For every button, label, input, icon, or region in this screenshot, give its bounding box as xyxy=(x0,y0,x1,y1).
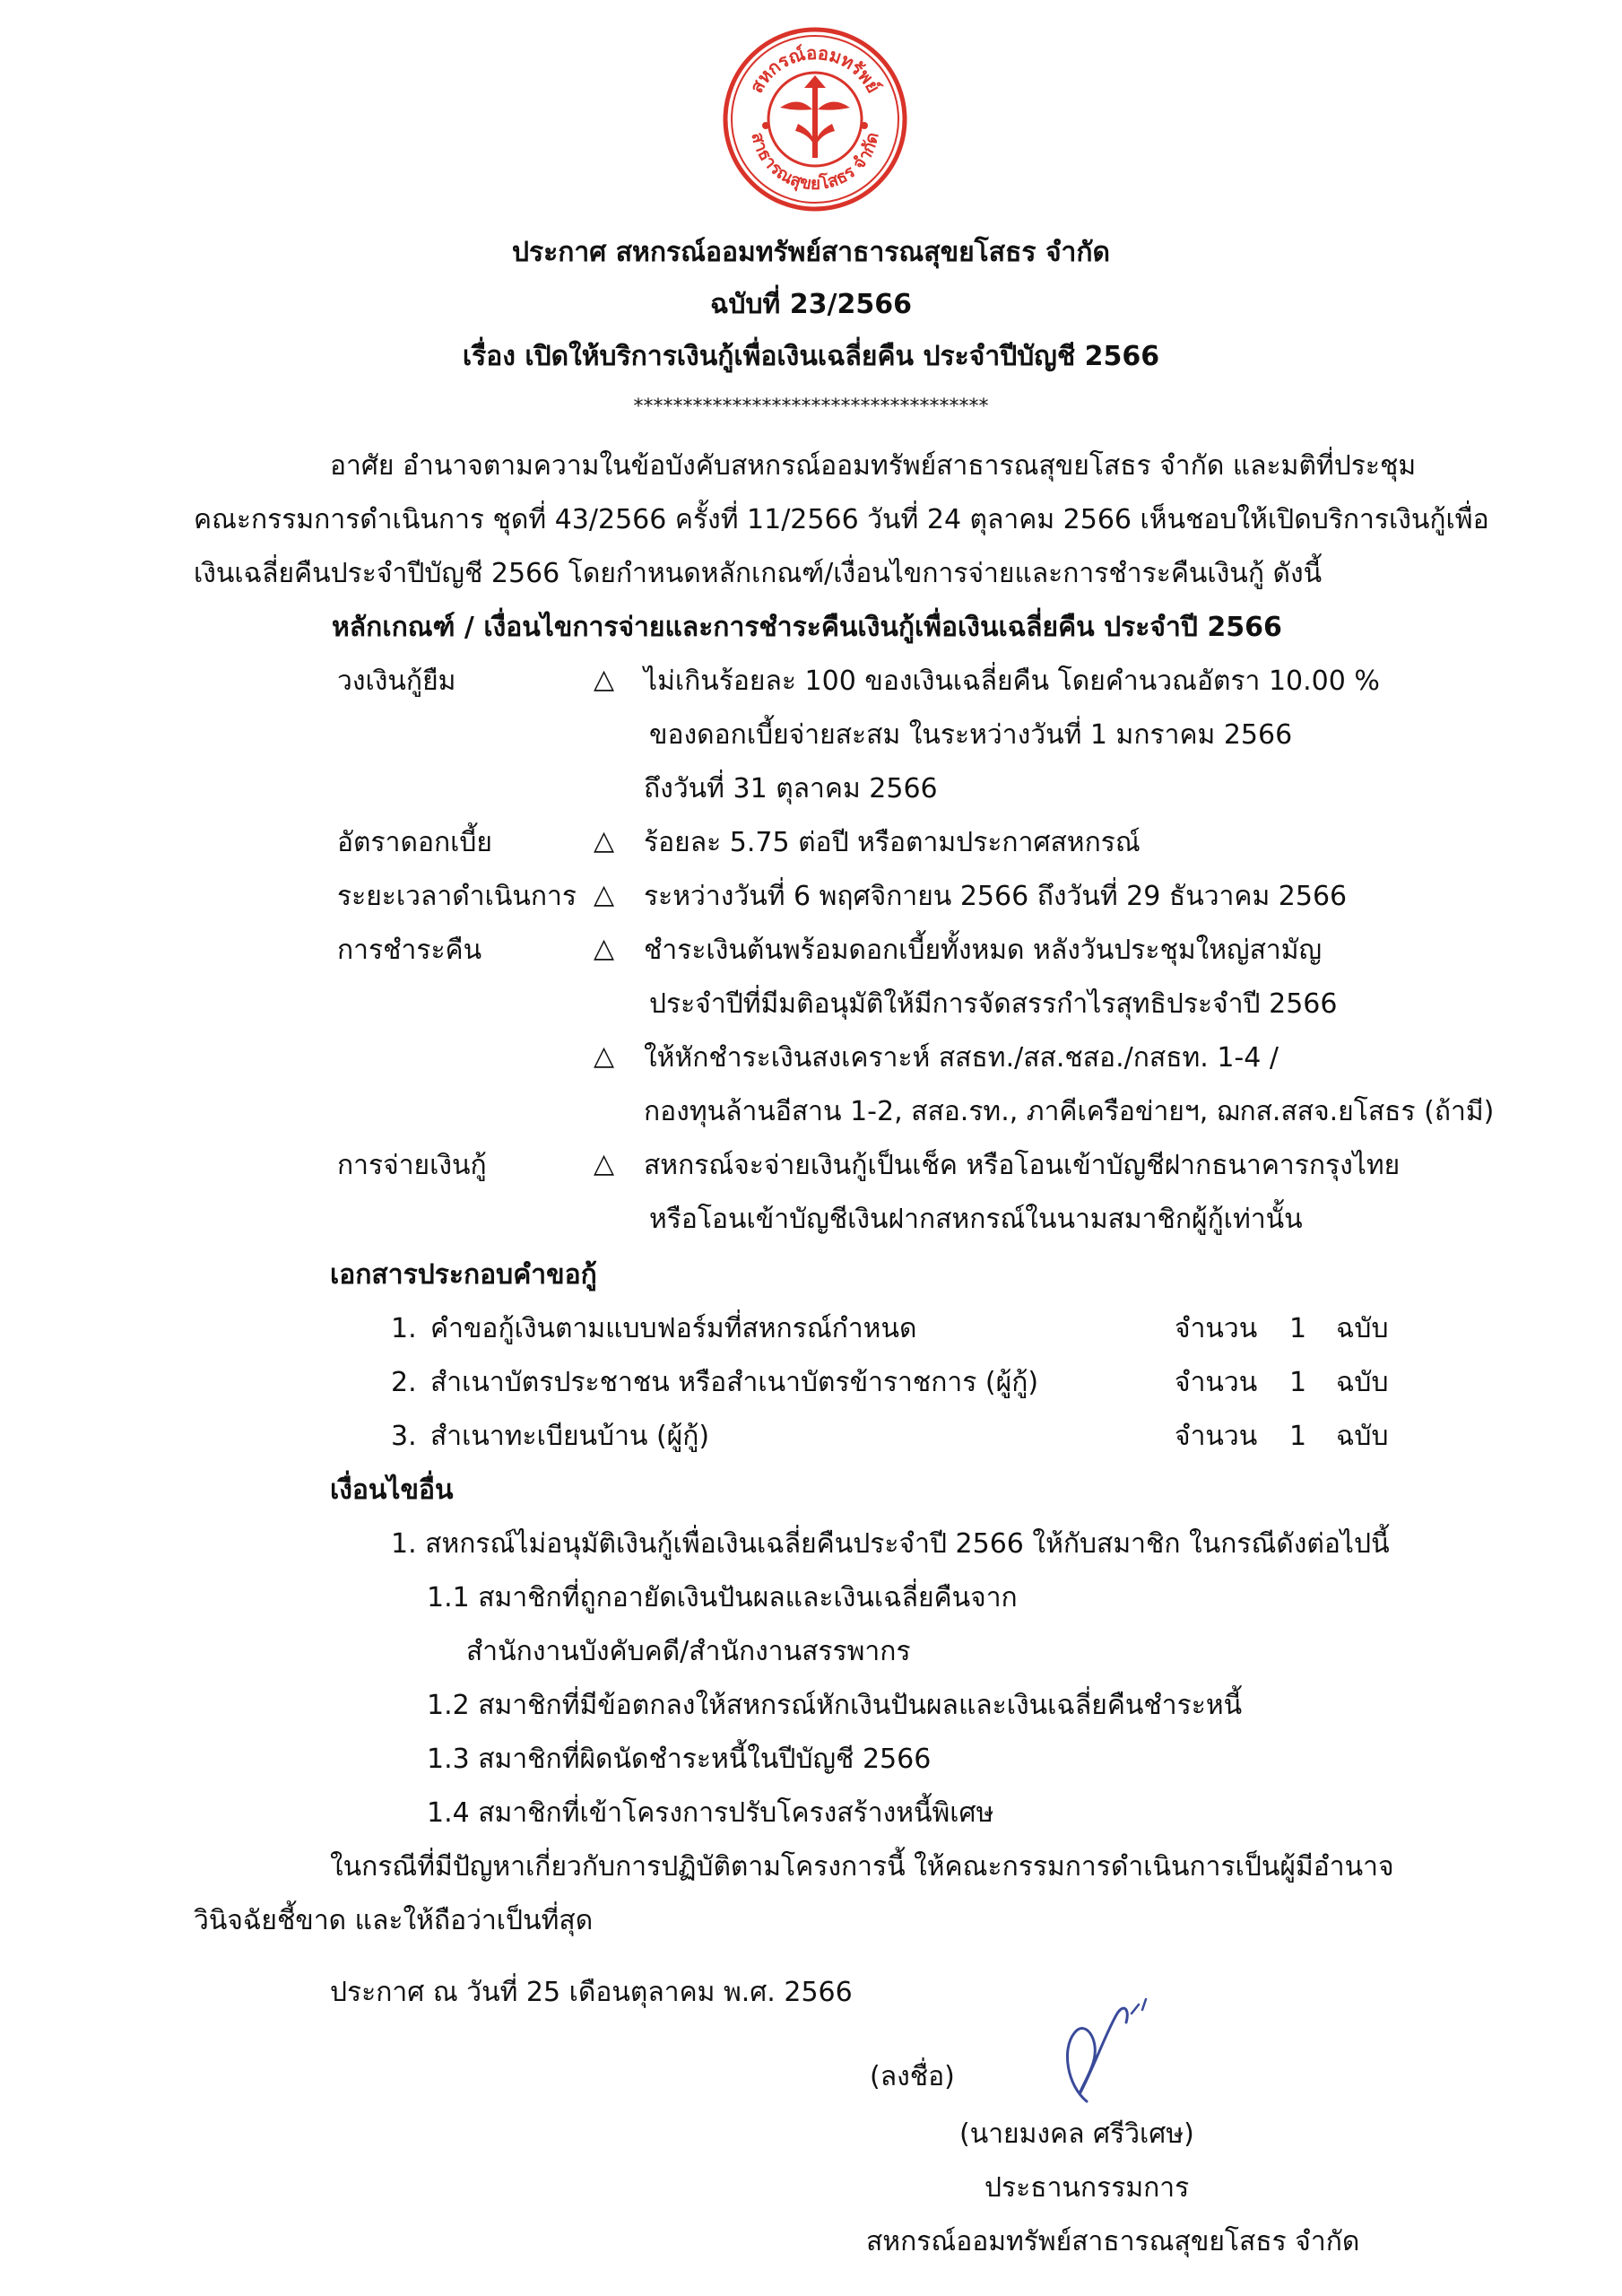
cooperative-seal-logo xyxy=(721,25,909,213)
condition-1-3: 1.3 สมาชิกที่ผิดนัดชำระหนี้ในปีบัญชี 2566 xyxy=(427,1744,932,1775)
triangle-bullet-icon: △ xyxy=(594,664,615,695)
document-item-number: 1. xyxy=(391,1313,417,1344)
period-label: ระยะเวลาดำเนินการ xyxy=(337,881,577,912)
triangle-bullet-icon: △ xyxy=(594,1040,615,1072)
conditions-title: เงื่อนไขอื่น xyxy=(330,1474,454,1506)
document-qty-label: จำนวน xyxy=(1175,1367,1258,1398)
closing-line-1: ในกรณีที่มีปัญหาเกี่ยวกับการปฏิบัติตามโครงการนี้ ให้คณะกรรมการดำเนินการเป็นผู้มีอำนาจ xyxy=(330,1851,1394,1883)
intro-line-1: อาศัย อำนาจตามความในข้อบังคับสหกรณ์ออมทรัพย์สาธารณสุขยโสธร จำกัด และมติที่ประชุม xyxy=(330,450,1417,482)
triangle-bullet-icon: △ xyxy=(594,933,615,964)
document-item-text: คำขอกู้เงินตามแบบฟอร์มที่สหกรณ์กำหนด xyxy=(430,1313,917,1344)
repayment-line-4: กองทุนล้านอีสาน 1-2, สสอ.รท., ภาคีเครือข่ายฯ, ฌกส.สสจ.ยโสธร (ถ้ามี) xyxy=(644,1096,1495,1127)
document-qty-label: จำนวน xyxy=(1175,1421,1258,1452)
document-unit: ฉบับ xyxy=(1336,1313,1389,1344)
repayment-line-1: ชำระเงินต้นพร้อมดอกเบี้ยทั้งหมด หลังวันประชุมใหญ่สามัญ xyxy=(644,935,1323,966)
loan-limit-line-1: ไม่เกินร้อยละ 100 ของเงินเฉลี่ยคืน โดยคำนวณอัตรา 10.00 % xyxy=(644,665,1380,697)
signatory-position: ประธานกรรมการ xyxy=(984,2172,1190,2204)
document-qty: 1 xyxy=(1289,1421,1307,1452)
period-value: ระหว่างวันที่ 6 พฤศจิกายน 2566 ถึงวันที่ 29 ธันวาคม 2566 xyxy=(644,881,1348,912)
document-qty: 1 xyxy=(1289,1367,1307,1398)
announcement-number: ฉบับที่ 23/2566 xyxy=(710,289,912,320)
disbursement-label: การจ่ายเงินกู้ xyxy=(337,1150,487,1181)
disbursement-line-2: หรือโอนเข้าบัญชีเงินฝากสหกรณ์ในนามสมาชิกผู้กู้เท่านั้น xyxy=(649,1204,1303,1235)
announcement-date: ประกาศ ณ วันที่ 25 เดือนตุลาคม พ.ศ. 2566 xyxy=(330,1977,853,2008)
signed-label: (ลงชื่อ) xyxy=(870,2061,955,2092)
documents-title: เอกสารประกอบคำขอกู้ xyxy=(330,1259,597,1291)
interest-rate-label: อัตราดอกเบี้ย xyxy=(337,827,492,858)
stars-divider: ************************************ xyxy=(633,396,989,418)
closing-line-2: วินิจฉัยชี้ขาด และให้ถือว่าเป็นที่สุด xyxy=(194,1905,594,1936)
interest-rate-value: ร้อยละ 5.75 ต่อปี หรือตามประกาศสหกรณ์ xyxy=(644,827,1141,858)
document-qty: 1 xyxy=(1289,1313,1307,1344)
triangle-bullet-icon: △ xyxy=(594,1148,615,1179)
triangle-bullet-icon: △ xyxy=(594,879,615,910)
announcement-subject: เรื่อง เปิดให้บริการเงินกู้เพื่อเงินเฉลี่ยคืน ประจำปีบัญชี 2566 xyxy=(462,341,1160,372)
condition-1-2: 1.2 สมาชิกที่มีข้อตกลงให้สหกรณ์หักเงินปันผลและเงินเฉลี่ยคืนชำระหนี้ xyxy=(427,1690,1243,1721)
loan-limit-label: วงเงินกู้ยืม xyxy=(337,665,456,697)
loan-limit-line-3: ถึงวันที่ 31 ตุลาคม 2566 xyxy=(644,773,938,804)
handwritten-signature xyxy=(1031,1987,1166,2112)
condition-1-1: 1.1 สมาชิกที่ถูกอายัดเงินปันผลและเงินเฉลี่ยคืนจาก xyxy=(427,1582,1018,1613)
repayment-line-2: ประจำปีที่มีมติอนุมัติให้มีการจัดสรรกำไรสุทธิประจำปี 2566 xyxy=(649,988,1338,1020)
document-unit: ฉบับ xyxy=(1336,1367,1389,1398)
svg-text:สาธารณสุขยโสธร จำกัด: สาธารณสุขยโสธร จำกัด xyxy=(747,130,883,195)
document-item-number: 3. xyxy=(391,1421,417,1452)
triangle-bullet-icon: △ xyxy=(594,825,615,857)
repayment-line-3: ให้หักชำระเงินสงเคราะห์ สสธท./สส.ชสอ./กสธท. 1-4 / xyxy=(644,1042,1279,1074)
signatory-organization: สหกรณ์ออมทรัพย์สาธารณสุขยโสธร จำกัด xyxy=(866,2226,1360,2257)
condition-1-4: 1.4 สมาชิกที่เข้าโครงการปรับโครงสร้างหนี้พิเศษ xyxy=(427,1797,994,1829)
repayment-label: การชำระคืน xyxy=(337,935,482,966)
announcement-title: ประกาศ สหกรณ์ออมทรัพย์สาธารณสุขยโสธร จำกัด xyxy=(511,237,1111,268)
document-item-number: 2. xyxy=(391,1367,417,1398)
document-unit: ฉบับ xyxy=(1336,1421,1389,1452)
document-item-text: สำเนาบัตรประชาชน หรือสำเนาบัตรข้าราชการ (ผู้กู้) xyxy=(430,1367,1039,1398)
criteria-title: หลักเกณฑ์ / เงื่อนไขการจ่ายและการชำระคืนเงินกู้เพื่อเงินเฉลี่ยคืน ประจำปี 2566 xyxy=(332,612,1282,643)
document-item-text: สำเนาทะเบียนบ้าน (ผู้กู้) xyxy=(430,1421,710,1452)
intro-line-3: เงินเฉลี่ยคืนประจำปีบัญชี 2566 โดยกำหนดหลักเกณฑ์/เงื่อนไขการจ่ายและการชำระคืนเงินกู้ ดังนี้ xyxy=(194,558,1323,589)
document-qty-label: จำนวน xyxy=(1175,1313,1258,1344)
intro-line-2: คณะกรรมการดำเนินการ ชุดที่ 43/2566 ครั้งที่ 11/2566 วันที่ 24 ตุลาคม 2566 เห็นชอบให้เปิดบริการเงินกู้เพื่อ xyxy=(194,504,1489,535)
condition-1: 1. สหกรณ์ไม่อนุมัติเงินกู้เพื่อเงินเฉลี่ยคืนประจำปี 2566 ให้กับสมาชิก ในกรณีดังต่อไปนี้ xyxy=(391,1528,1390,1560)
disbursement-line-1: สหกรณ์จะจ่ายเงินกู้เป็นเช็ค หรือโอนเข้าบัญชีฝากธนาคารกรุงไทย xyxy=(644,1150,1401,1181)
loan-limit-line-2: ของดอกเบี้ยจ่ายสะสม ในระหว่างวันที่ 1 มกราคม 2566 xyxy=(649,719,1293,751)
svg-text:สหกรณ์ออมทรัพย์: สหกรณ์ออมทรัพย์ xyxy=(745,41,885,97)
signatory-name: (นายมงคล ศรีวิเศษ) xyxy=(959,2118,1194,2150)
condition-1-1-cont: สำนักงานบังคับคดี/สำนักงานสรรพากร xyxy=(466,1636,911,1667)
